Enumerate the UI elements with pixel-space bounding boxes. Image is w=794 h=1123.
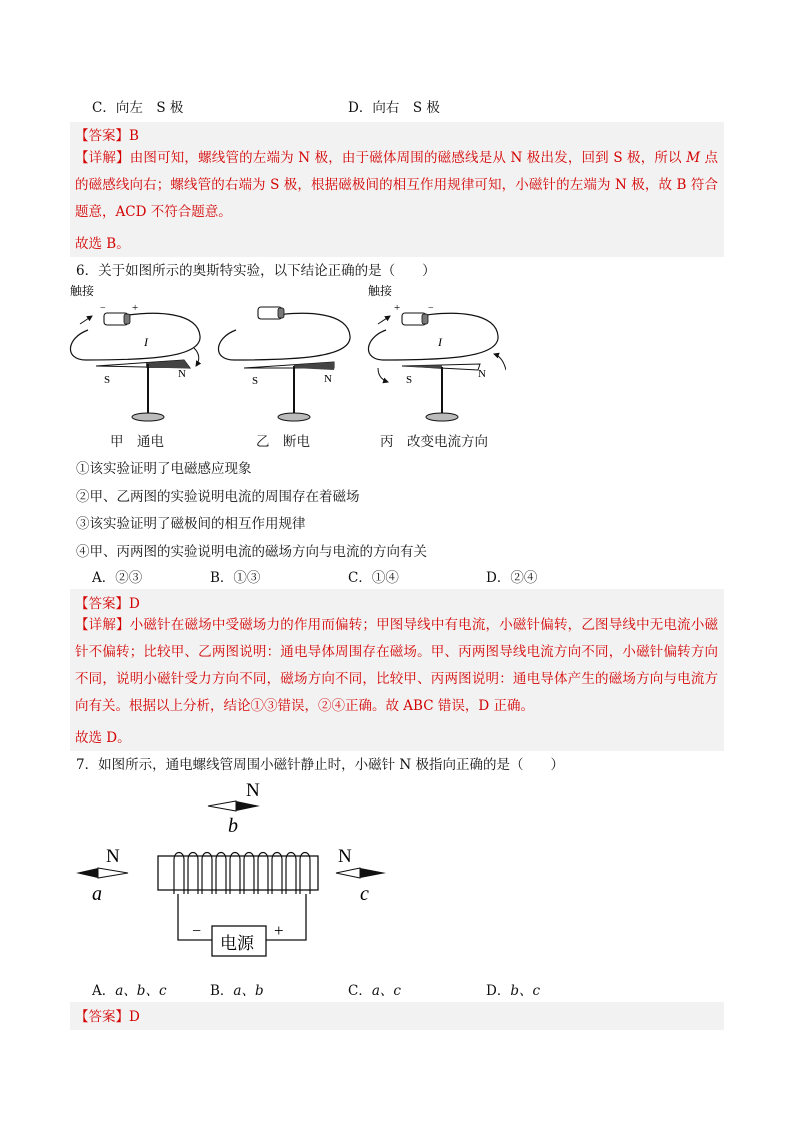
q7-answer-box: [70, 1002, 724, 1030]
battery-plus: +: [132, 302, 139, 314]
current-label: I: [144, 335, 148, 349]
q5-detail-text-1: 由图可知，螺线管的左端为 N 极，由于磁体周围的磁感线是从 N 极出发，回到 S 极，所以: [129, 150, 687, 166]
power-minus: −: [192, 923, 202, 940]
panel-jia: [70, 283, 200, 421]
caption-jia: 甲 通电: [110, 434, 164, 450]
current-label-3: I: [438, 335, 442, 349]
q7-option-c: [348, 979, 401, 999]
panel-bing: [368, 283, 506, 421]
touch-label-right: 触接: [368, 284, 393, 298]
q6-answer-box: [70, 589, 724, 751]
q6-answer: 【答案】D: [75, 596, 140, 612]
pole-s-1: S: [104, 374, 111, 386]
q7-option-c-text: a、c: [371, 983, 401, 999]
q6-option-a: A．②③: [92, 570, 143, 586]
q5-conclusion: 故选 B。: [75, 236, 130, 252]
q5-option-d: D．向右 S 极: [348, 100, 440, 116]
q6-option-c: C．①④: [348, 570, 399, 586]
q7-option-c-prefix: C．: [348, 983, 372, 999]
q6-statement-1: ①该实验证明了电磁感应现象: [76, 461, 252, 477]
q6-stem: 6．关于如图所示的奥斯特实验，以下结论正确的是（ ）: [76, 263, 436, 279]
pole-s-3: S: [406, 374, 413, 386]
needle-a-label: a: [92, 883, 102, 905]
caption-yi: 乙 断电: [256, 434, 310, 450]
q7-option-d-prefix: D．: [486, 983, 511, 999]
q7-option-a-text: a、b、c: [115, 983, 167, 999]
battery-plus-3: +: [394, 302, 401, 314]
caption-bing: 丙 改变电流方向: [380, 434, 488, 450]
q5-answer-box: [70, 122, 724, 257]
q6-statement-4: ④甲、丙两图的实验说明电流的磁场方向与电流的方向有关: [76, 544, 427, 560]
q6-statement-2: ②甲、乙两图的实验说明电流的周围存在着磁场: [76, 489, 360, 505]
q7-answer: 【答案】D: [75, 1009, 140, 1025]
power-plus: +: [274, 921, 284, 940]
q6-detail: [75, 612, 718, 720]
q6-option-d: D．②④: [486, 570, 538, 586]
q5-detail-text-2: 点的磁感线向右；螺线管的右端为 S 极，根据磁极间的相互作用规律可知，小磁针的左端为 N 极，故 B 符合题意，ACD 不符合题意。: [75, 150, 718, 220]
needle-c-label: c: [360, 883, 369, 905]
solenoid-core: [158, 856, 318, 890]
battery-minus: −: [100, 303, 106, 314]
oersted-figure: [66, 280, 506, 450]
q5-detail-label: 【详解】: [75, 150, 130, 166]
q7-option-b: [210, 979, 264, 999]
q6-option-b: B．①③: [210, 570, 261, 586]
q7-option-d-text: b、c: [510, 983, 541, 999]
needle-a: [76, 846, 128, 905]
q5-detail-point-m: M: [686, 150, 701, 166]
q7-option-b-text: a、b: [233, 983, 264, 999]
solenoid-figure: [70, 776, 400, 972]
q5-option-c: C．向左 S 极: [92, 100, 184, 116]
pole-n-2: N: [324, 373, 332, 385]
q7-option-d: [486, 979, 540, 999]
q6-conclusion: 故选 D。: [75, 730, 131, 746]
q7-option-a-prefix: A．: [92, 983, 116, 999]
pole-n-1: N: [178, 368, 186, 380]
panel-yi: [218, 307, 350, 421]
pole-s-2: S: [252, 375, 259, 387]
battery-minus-3: −: [428, 303, 434, 314]
needle-c: [336, 846, 386, 905]
needle-b: [208, 780, 260, 837]
q6-statement-3: ③该实验证明了磁极间的相互作用规律: [76, 516, 306, 532]
needle-b-label: b: [228, 815, 238, 837]
q5-detail: [75, 145, 718, 226]
q5-answer: 【答案】B: [75, 128, 139, 144]
needle-c-pole: N: [338, 846, 352, 867]
needle-b-pole: N: [246, 780, 260, 801]
power-label: 电源: [220, 934, 254, 953]
q6-detail-label: 【详解】: [75, 617, 130, 633]
pole-n-3: N: [478, 368, 486, 380]
touch-label-left: 触接: [70, 284, 95, 298]
q6-detail-text: 小磁针在磁场中受磁场力的作用而偏转；甲图导线中有电流，小磁针偏转，乙图导线中无电流小磁针不偏转；比较甲、乙两图说明：通电导体周围存在磁场。甲、丙两图导线电流方向不同，小磁针偏转方向不同，说明小磁针受力方向不同，磁场方向不同，比较甲、丙两图说明：通电导体产生的磁场方向与电流方向有关。根据以上分析，结论①③错误，②④正确。故 ABC 错误，D 正确。: [75, 617, 719, 714]
q7-option-a: [92, 979, 167, 999]
q7-stem: 7．如图所示，通电螺线管周围小磁针静止时，小磁针 N 极指向正确的是（ ）: [76, 757, 564, 773]
q7-option-b-prefix: B．: [210, 983, 234, 999]
needle-a-pole: N: [106, 846, 120, 867]
